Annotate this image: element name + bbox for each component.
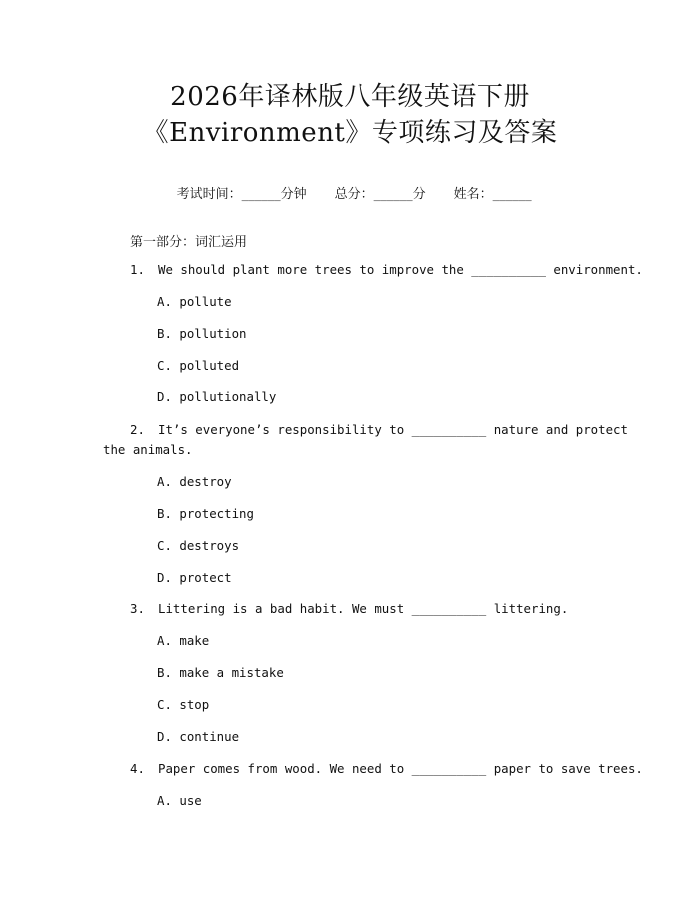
question-3 (130, 601, 568, 617)
option-2c: C. destroys (157, 538, 240, 553)
option-1c: C. polluted (157, 358, 240, 373)
exam-info-line (0, 168, 700, 202)
question-text: Littering is a bad habit. We must __________ littering. (158, 601, 569, 616)
option-3a: A. make (157, 633, 210, 648)
option-1d: D. pollutionally (157, 389, 277, 404)
option-3b: B. make a mistake (157, 665, 284, 680)
section-heading: 第一部分：词汇运用 (130, 235, 248, 250)
option-2a: A. destroy (157, 474, 232, 489)
question-2-continuation: the animals. (103, 442, 193, 457)
document-title-line-2: 《Environment》专项练习及答案 (142, 118, 558, 148)
option-2d: D. protect (157, 570, 232, 585)
student-name-field: 姓名：______ (453, 187, 532, 202)
question-number: 1. (130, 262, 145, 277)
exam-score-field: 总分：______分 (334, 187, 426, 202)
option-1b: B. pollution (157, 326, 247, 341)
question-number: 2. (130, 422, 145, 437)
option-1a: A. pollute (157, 294, 232, 309)
question-4 (130, 761, 643, 777)
exam-time-field: 考试时间：______分钟 (176, 187, 307, 202)
question-text: It’s everyone’s responsibility to __________ nature and protect (158, 422, 628, 437)
option-2b: B. protecting (157, 506, 254, 521)
question-number: 3. (130, 601, 145, 616)
option-3c: C. stop (157, 697, 210, 712)
question-text: We should plant more trees to improve the __________ environment. (158, 262, 643, 277)
question-text: Paper comes from wood. We need to __________ paper to save trees. (158, 761, 643, 776)
question-1 (130, 262, 643, 278)
question-2 (130, 422, 628, 438)
option-3d: D. continue (157, 729, 240, 744)
question-number: 4. (130, 761, 145, 776)
document-title-line-1: 2026年译林版八年级英语下册 (170, 82, 530, 112)
option-4a: A. use (157, 793, 202, 808)
